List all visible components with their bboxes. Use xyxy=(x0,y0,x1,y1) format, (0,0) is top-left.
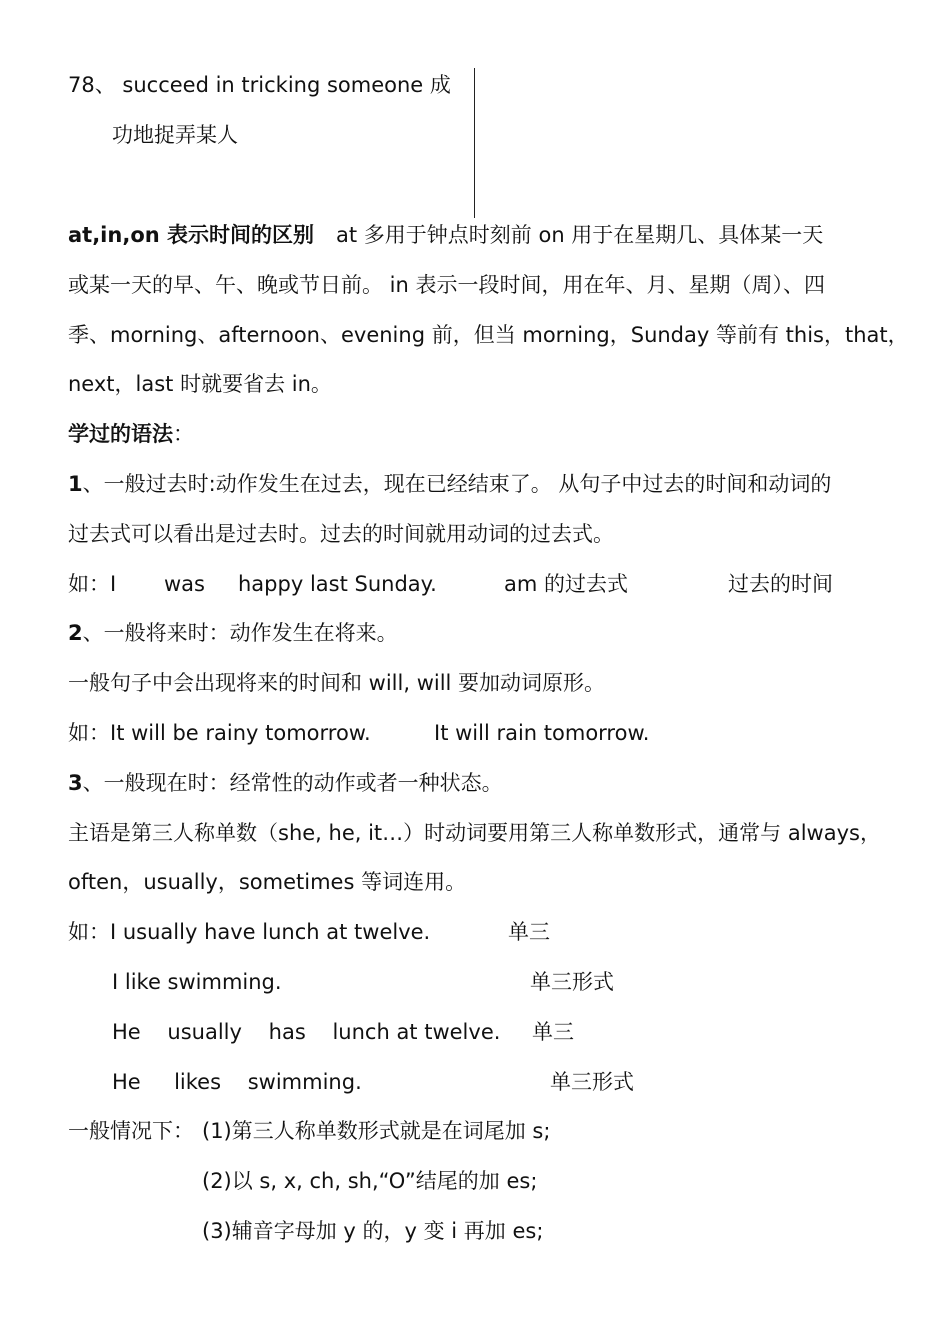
prep-paragraph-line-1 xyxy=(68,220,823,250)
section-2-line-1 xyxy=(68,618,398,648)
item-78-line-2: 功地捉弄某人 xyxy=(112,123,238,147)
section-2-number: 2 xyxy=(68,621,83,645)
section-3-example-text: I like swimming. xyxy=(112,970,282,994)
section-3-example-row xyxy=(68,917,948,947)
section-3-line-1 xyxy=(68,768,503,798)
section-3-example-row xyxy=(68,967,948,997)
grammar-heading-colon: ： xyxy=(173,422,194,446)
example-prefix: 如：I xyxy=(68,572,117,596)
item-78-line-1: 78、 succeed in tricking someone 成 xyxy=(68,73,451,97)
section-2-example-2: It will rain tomorrow. xyxy=(434,721,650,745)
prep-paragraph-line-3: 季、morning、afternoon、evening 前，但当 morning，Sunday 等前有 this，that， xyxy=(68,323,909,347)
section-3-example-note: 单三 xyxy=(532,1020,574,1044)
vertical-divider xyxy=(474,68,475,218)
example-was: was xyxy=(164,572,205,596)
rules-prefix: 一般情况下： xyxy=(68,1119,194,1143)
section-3-line-3: often，usually，sometimes 等词连用。 xyxy=(68,870,467,894)
section-3-example-note: 单三形式 xyxy=(550,1070,634,1094)
section-3-text: 、一般现在时：经常性的动作或者一种状态。 xyxy=(82,771,503,795)
section-1-text: 、一般过去时:动作发生在过去，现在已经结束了。 从句子中过去的时间和动词的 xyxy=(82,472,832,496)
section-3-example-note: 单三 xyxy=(508,920,550,944)
example-note-2: 过去的时间 xyxy=(728,572,833,596)
section-3-example-text: 如：I usually have lunch at twelve. xyxy=(68,920,431,944)
section-2-text: 、一般将来时：动作发生在将来。 xyxy=(82,621,398,645)
section-2-example-1: 如：It will be rainy tomorrow. xyxy=(68,721,371,745)
rules-line-1 xyxy=(68,1116,948,1146)
prep-heading: at,in,on 表示时间的区别 xyxy=(68,223,315,247)
section-2-examples xyxy=(68,718,948,748)
section-1-number: 1 xyxy=(68,472,83,496)
prep-paragraph-line-4: next，last 时就要省去 in。 xyxy=(68,372,332,396)
grammar-heading: 学过的语法 xyxy=(68,422,173,446)
rule-item: (2)以 s, x, ch, sh,“O”结尾的加 es; xyxy=(202,1169,538,1193)
rule-item: (1)第三人称单数形式就是在词尾加 s; xyxy=(202,1119,551,1143)
example-note-1: am 的过去式 xyxy=(504,572,629,596)
section-3-line-2: 主语是第三人称单数（she, he, it…）时动词要用第三人称单数形式，通常与 always， xyxy=(68,821,881,845)
grammar-heading-line xyxy=(68,419,194,449)
section-3-example-text: He usually has lunch at twelve. xyxy=(112,1020,501,1044)
section-3-example-row xyxy=(68,1017,948,1047)
section-3-example-text: He likes swimming. xyxy=(112,1070,362,1094)
prep-line-1-rest: at 多用于钟点时刻前 on 用于在星期几、具体某一天 xyxy=(336,223,824,247)
rule-item: (3)辅音字母加 y 的，y 变 i 再加 es; xyxy=(202,1219,544,1243)
example-rest: happy last Sunday. xyxy=(238,572,437,596)
section-1-line-1 xyxy=(68,469,831,499)
section-3-example-note: 单三形式 xyxy=(530,970,614,994)
section-1-example xyxy=(68,569,948,599)
section-1-line-2: 过去式可以看出是过去时。过去的时间就用动词的过去式。 xyxy=(68,522,614,546)
section-3-example-row xyxy=(68,1067,948,1097)
prep-paragraph-line-2: 或某一天的早、午、晚或节日前。 in 表示一段时间，用在年、月、星期（周）、四 xyxy=(68,273,825,297)
section-2-line-2: 一般句子中会出现将来的时间和 will, will 要加动词原形。 xyxy=(68,671,606,695)
section-3-number: 3 xyxy=(68,771,83,795)
